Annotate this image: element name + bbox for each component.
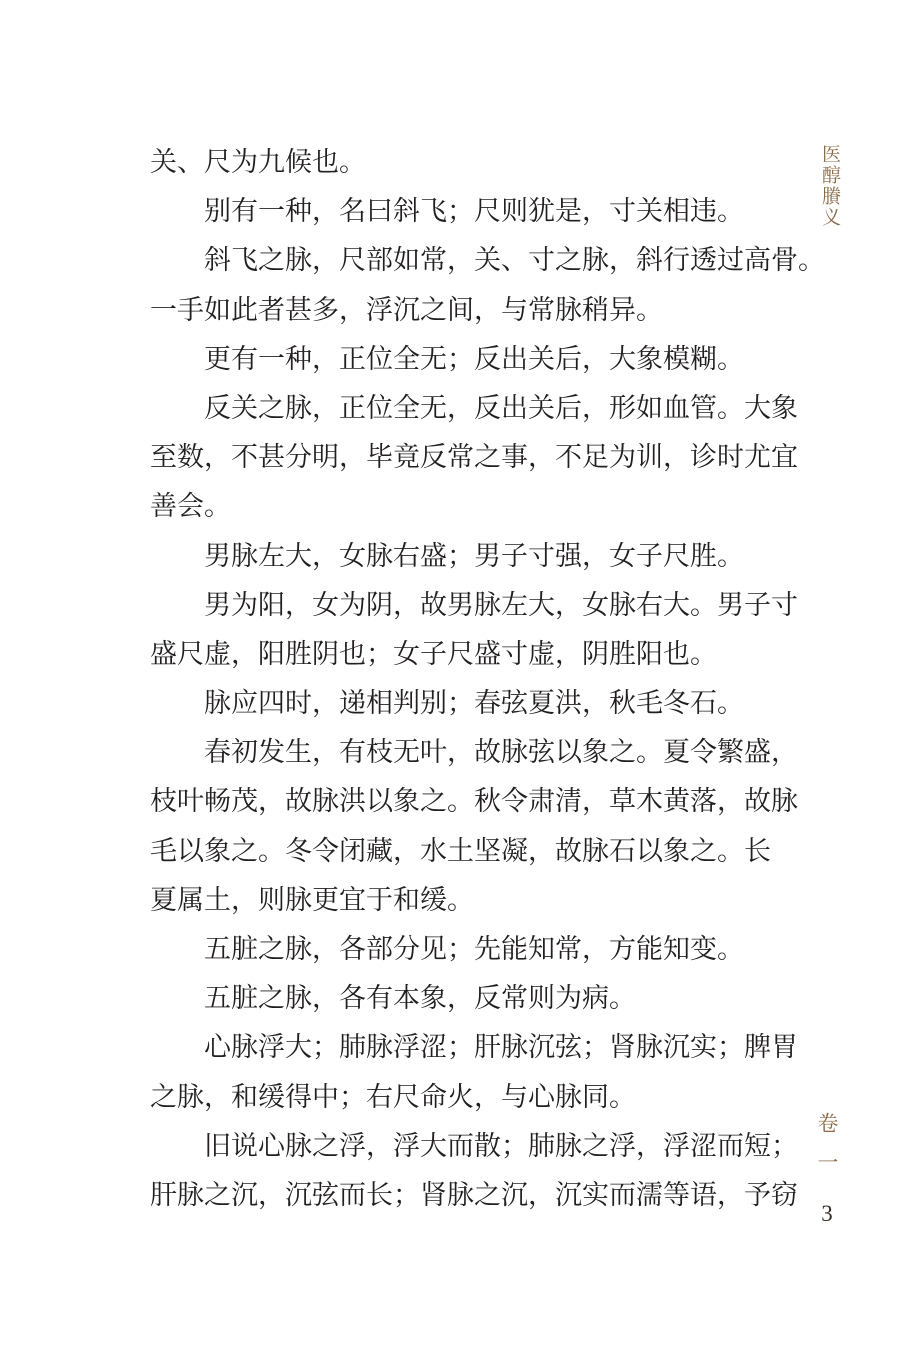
text-line: 心脉浮大；肺脉浮涩；肝脉沉弦；肾脉沉实；脾胃 — [204, 1032, 798, 1064]
text-line: 盛尺虚，阳胜阴也；女子尺盛寸虚，阴胜阳也。 — [150, 638, 717, 670]
text-line: 斜飞之脉，尺部如常，关、寸之脉，斜行透过高骨。 — [204, 245, 825, 277]
text-line: 一手如此者甚多，浮沉之间，与常脉稍异。 — [150, 294, 663, 326]
text-line: 春初发生，有枝无叶，故脉弦以象之。夏令繁盛， — [204, 737, 798, 769]
text-line: 善会。 — [150, 491, 231, 523]
text-line: 更有一种，正位全无；反出关后，大象模糊。 — [204, 343, 744, 375]
text-line: 枝叶畅茂，故脉洪以象之。秋令肃清，草木黄落，故脉 — [150, 786, 798, 818]
text-line: 五脏之脉，各有本象，反常则为病。 — [204, 983, 636, 1015]
running-volume-label: 卷一 — [815, 1112, 839, 1190]
text-line: 别有一种，名曰斜飞；尺则犹是，寸关相违。 — [204, 196, 744, 228]
text-line: 关、尺为九候也。 — [150, 147, 366, 178]
text-line: 之脉，和缓得中；右尺命火，与心脉同。 — [150, 1081, 636, 1113]
text-line: 反关之脉，正位全无，反出关后，形如血管。大象 — [204, 392, 798, 424]
text-line: 至数，不甚分明，毕竟反常之事，不足为训，诊时尤宜 — [150, 442, 798, 474]
text-line: 毛以象之。冬令闭藏，水土坚凝，故脉石以象之。长 — [150, 835, 771, 867]
text-line: 脉应四时，递相判别；春弦夏洪，秋毛冬石。 — [204, 688, 744, 720]
text-line: 男为阳，女为阴，故男脉左大，女脉右大。男子寸 — [204, 589, 798, 621]
text-line: 五脏之脉，各部分见；先能知常，方能知变。 — [204, 934, 744, 965]
text-line: 旧说心脉之浮，浮大而散；肺脉之浮，浮涩而短； — [204, 1130, 798, 1162]
running-book-title: 医醇賸义 — [819, 144, 841, 228]
text-line: 男脉左大，女脉右盛；男子寸强，女子尺胜。 — [204, 540, 744, 572]
body-text — [150, 138, 825, 1220]
text-line: 夏属土，则脉更宜于和缓。 — [150, 884, 474, 916]
page-number: 3 — [821, 1201, 833, 1226]
text-line: 肝脉之沉，沉弦而长；肾脉之沉，沉实而濡等语，予窃 — [150, 1179, 798, 1211]
